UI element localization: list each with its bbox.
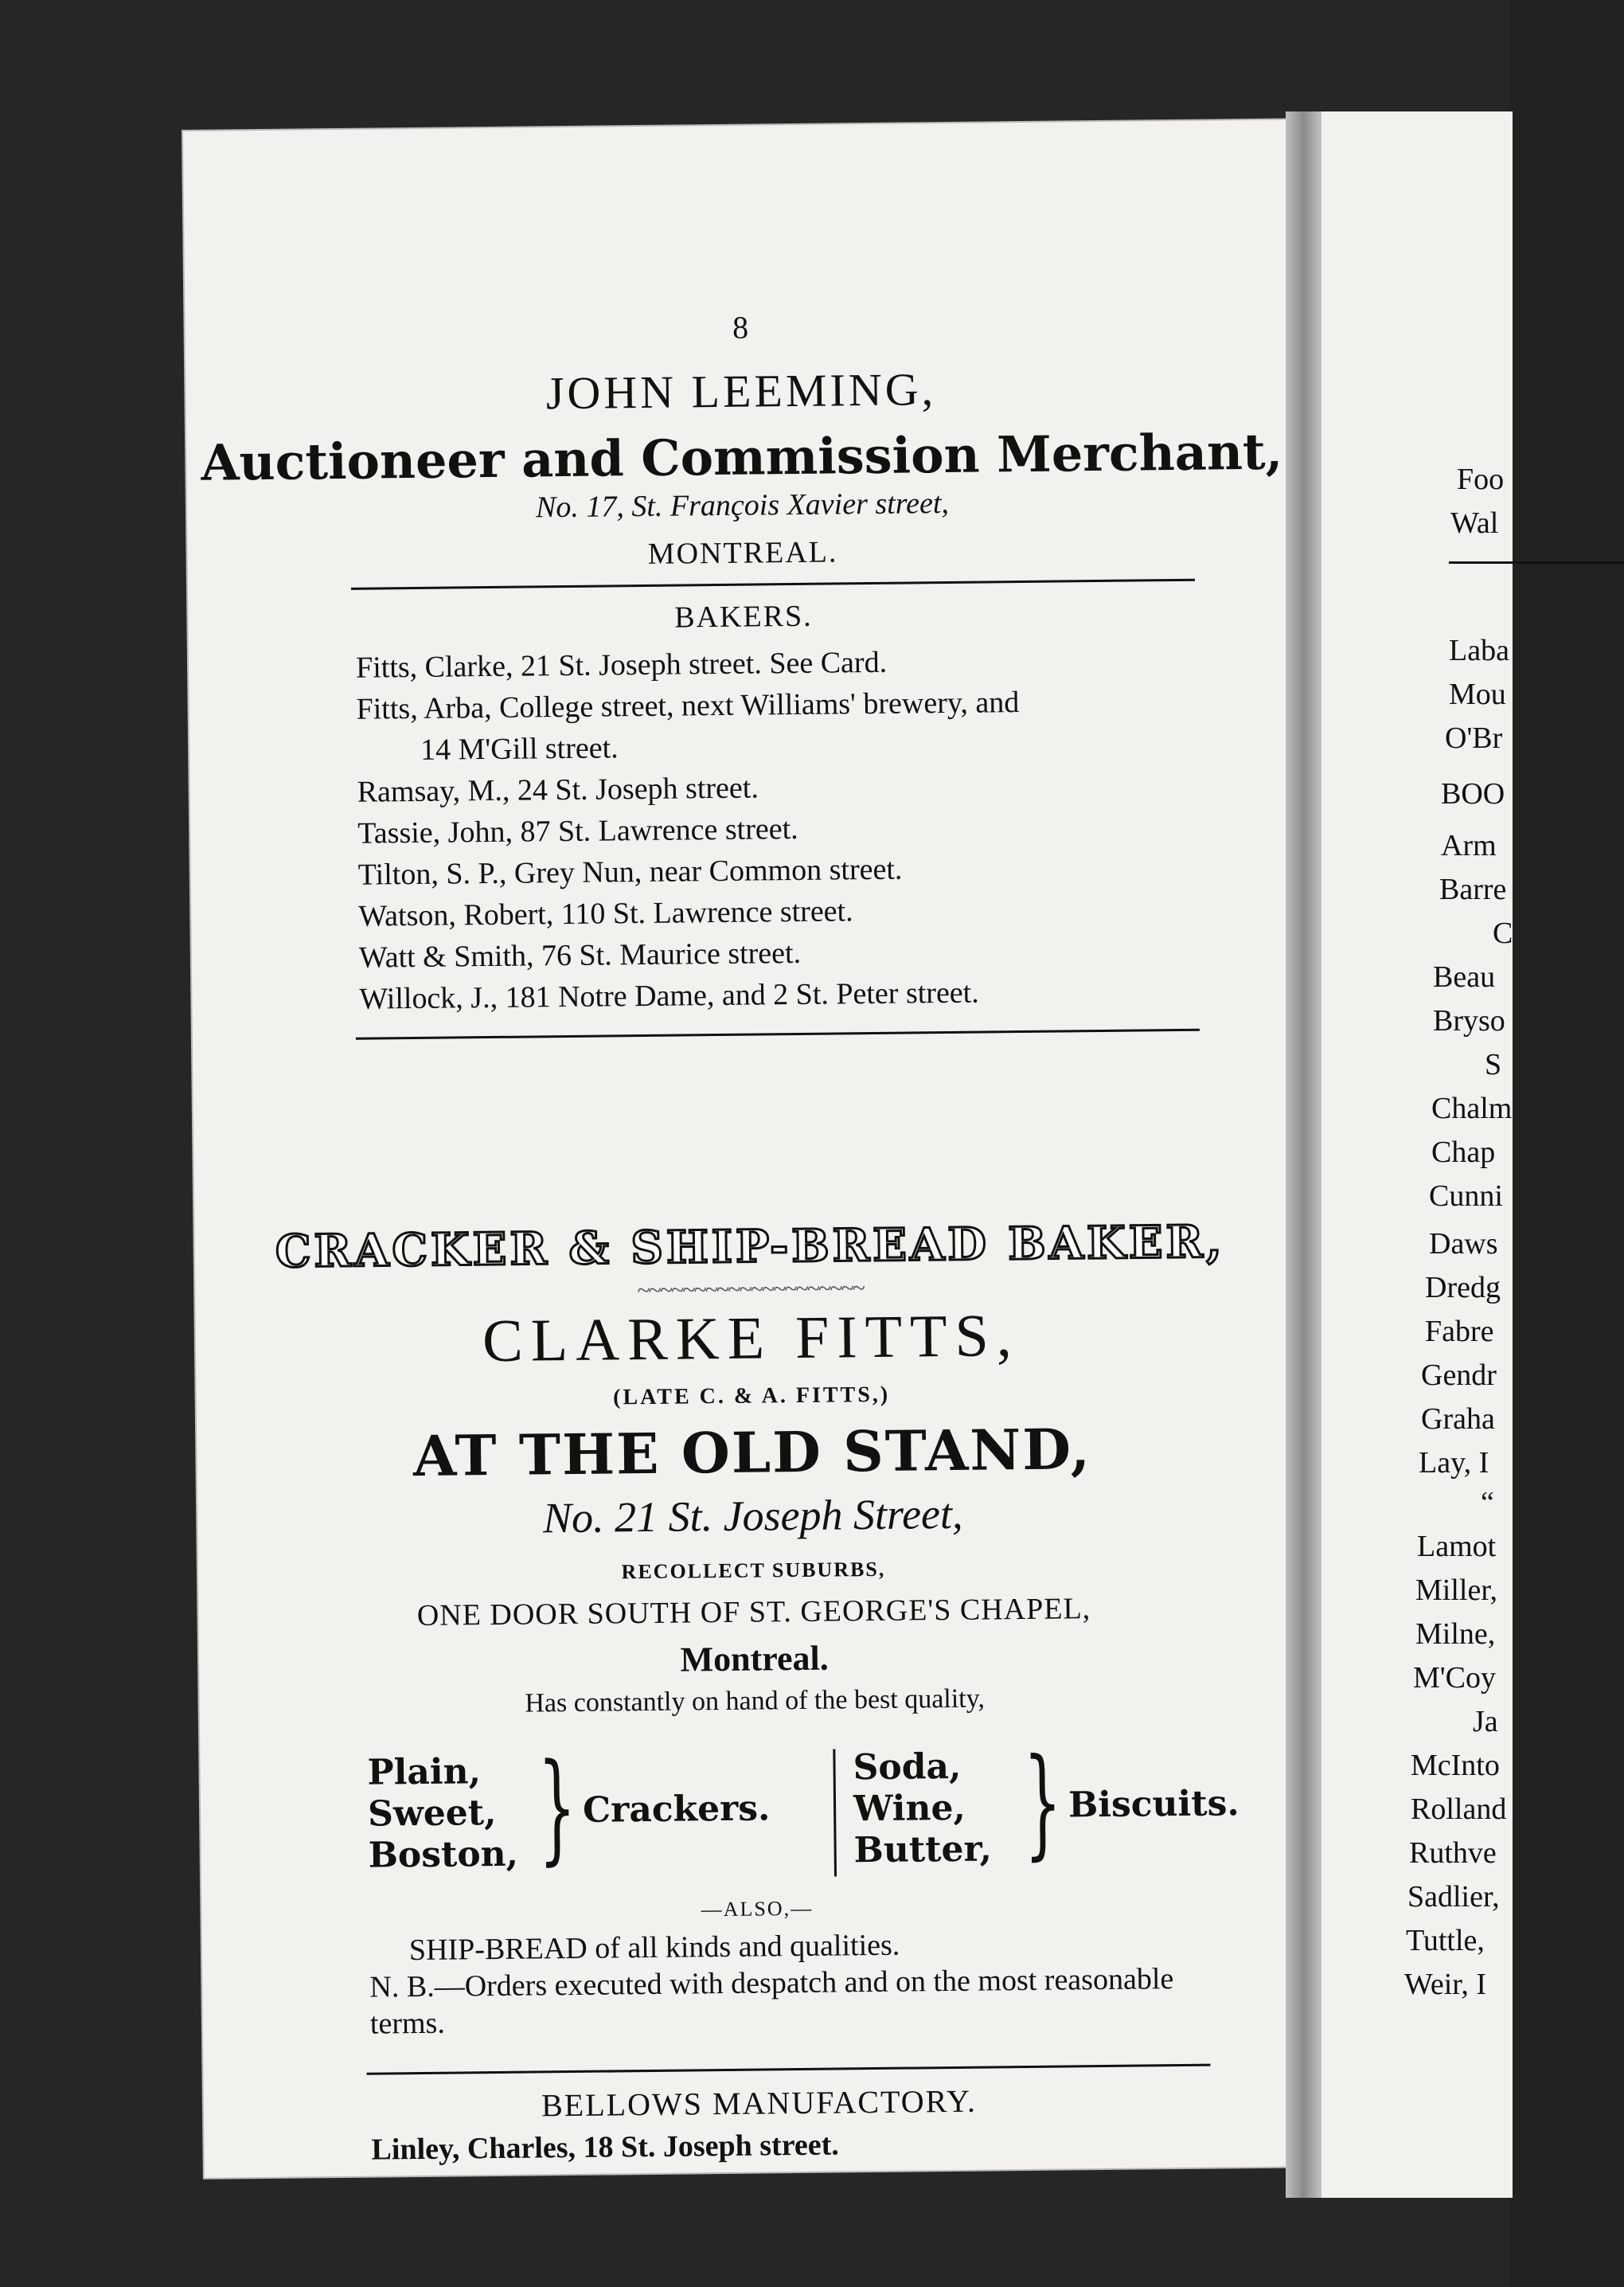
fragment-text: Fabre xyxy=(1425,1315,1494,1348)
biscuits-list xyxy=(853,1746,992,1871)
fragment-text: Laba xyxy=(1449,634,1509,667)
fragment-text: McInto xyxy=(1411,1749,1500,1782)
ship-bread-note: SHIP-BREAD of all kinds and qualities. xyxy=(408,1928,900,1968)
fragment-text: Arm xyxy=(1441,829,1497,862)
product-item: Sweet, xyxy=(367,1792,497,1835)
fragment-text: Graha xyxy=(1421,1402,1495,1436)
fragment-text: Chalm xyxy=(1431,1092,1513,1125)
bellows-heading: BELLOWS MANUFACTORY. xyxy=(541,2082,978,2124)
bellows-entry: Linley, Charles, 18 St. Joseph street. xyxy=(371,2128,839,2167)
fragment-text: S xyxy=(1485,1048,1502,1081)
fragment-text: Mou xyxy=(1449,678,1506,711)
entry-text: Fitts, Arba, College street, next Williams' brewery, and xyxy=(356,686,1020,726)
baker-city: Montreal. xyxy=(680,1638,829,1679)
fragment-text: “ xyxy=(1481,1486,1494,1519)
fragment-text: O'Br xyxy=(1445,721,1503,755)
fragment-text: Ruthve xyxy=(1409,1836,1497,1870)
book-gutter xyxy=(1286,111,1325,2198)
fragment-text: Sadlier, xyxy=(1407,1880,1500,1914)
fragment-text: Ja xyxy=(1473,1705,1498,1738)
crackers-label: Crackers. xyxy=(582,1788,771,1831)
column-divider xyxy=(833,1749,837,1877)
fragment-text: M'Coy xyxy=(1413,1661,1496,1695)
bakers-heading: BAKERS. xyxy=(673,599,813,635)
list-item xyxy=(356,679,1216,771)
also-divider: —ALSO,— xyxy=(701,1896,814,1921)
baker-former-name: (LATE C. & A. FITTS,) xyxy=(613,1382,891,1410)
location-note: ONE DOOR SOUTH OF ST. GEORGE'S CHAPEL, xyxy=(416,1592,1091,1633)
section-divider xyxy=(356,1029,1200,1040)
fragment-rule xyxy=(1449,561,1624,564)
section-divider xyxy=(351,579,1195,590)
right-page xyxy=(1321,111,1513,2198)
product-item: Butter, xyxy=(853,1828,993,1871)
entry-text: Watson, Robert, 110 St. Lawrence street. xyxy=(358,894,853,933)
advertiser-name: JOHN LEEMING, xyxy=(545,363,937,420)
entry-text: Ramsay, M., 24 St. Joseph street. xyxy=(357,771,759,809)
product-item: Wine, xyxy=(853,1787,966,1830)
entry-text: Watt & Smith, 76 St. Maurice street. xyxy=(358,936,802,975)
fragment-text: Tuttle, xyxy=(1406,1924,1485,1957)
products-table xyxy=(367,1733,1239,1889)
suburb-note: RECOLLECT SUBURBS, xyxy=(621,1557,886,1584)
crackers-list xyxy=(367,1751,518,1877)
product-item: Plain, xyxy=(367,1751,482,1793)
baker-name: CLARKE FITTS, xyxy=(482,1302,1021,1375)
page-number: 8 xyxy=(732,309,749,346)
left-page xyxy=(183,119,1315,2177)
fragment-text: Gendr xyxy=(1421,1359,1497,1392)
nb-note: N. B.—Orders executed with despatch and on the most reasonable terms. xyxy=(369,1962,1174,2041)
brace-glyph: } xyxy=(537,1738,577,1878)
section-divider xyxy=(367,2064,1211,2075)
entry-continuation: 14 M'Gill street. xyxy=(420,731,619,767)
entry-text: Tilton, S. P., Grey Nun, near Common street. xyxy=(357,852,903,892)
fragment-text: Bryso xyxy=(1433,1004,1505,1038)
fragment-text: C xyxy=(1493,917,1513,950)
cracker-ad-heading: CRACKER & SHIP-BREAD BAKER, xyxy=(275,1215,1225,1278)
fragment-text: Weir, I xyxy=(1404,1968,1487,2001)
fragment-text: Lay, I xyxy=(1419,1446,1489,1480)
fragment-text: Beau xyxy=(1433,960,1496,994)
fragment-text: BOO xyxy=(1441,777,1505,811)
fragment-text: Barre xyxy=(1439,873,1507,906)
product-item: Soda, xyxy=(853,1746,962,1789)
baker-street: No. 21 St. Joseph Street, xyxy=(542,1489,963,1542)
advertiser-title: Auctioneer and Commission Merchant, xyxy=(201,422,1283,492)
fragment-text: Foo xyxy=(1457,463,1505,496)
ornament-divider: ~~~~~~~~~~~~~~~~~~~~ xyxy=(637,1275,865,1304)
advertiser-city: MONTREAL. xyxy=(647,535,838,571)
fragment-text: Cunni xyxy=(1429,1179,1503,1213)
advertiser-address: No. 17, St. François Xavier street, xyxy=(535,486,950,525)
fragment-text: Chap xyxy=(1431,1136,1496,1169)
product-item: Boston, xyxy=(368,1833,519,1876)
fragment-text: Dredg xyxy=(1425,1271,1501,1304)
old-stand-heading: AT THE OLD STAND, xyxy=(412,1416,1092,1490)
brace-glyph: } xyxy=(1022,1733,1063,1873)
list-item xyxy=(359,969,1219,1019)
entry-text: Fitts, Clarke, 21 St. Joseph street. See Card. xyxy=(355,645,888,685)
fragment-text: Miller, xyxy=(1415,1574,1497,1607)
fragment-text: Rolland xyxy=(1411,1792,1507,1826)
biscuits-label: Biscuits. xyxy=(1068,1783,1239,1826)
entry-text: Tassie, John, 87 St. Lawrence street. xyxy=(357,811,798,850)
fragment-text: Lamot xyxy=(1417,1530,1497,1563)
fragment-text: Daws xyxy=(1429,1227,1498,1261)
entry-text: Willock, J., 181 Notre Dame, and 2 St. Peter street. xyxy=(359,975,979,1016)
fragment-text: Wal xyxy=(1450,506,1499,540)
stock-note: Has constantly on hand of the best quality, xyxy=(525,1683,986,1718)
fragment-text: Milne, xyxy=(1415,1617,1496,1651)
